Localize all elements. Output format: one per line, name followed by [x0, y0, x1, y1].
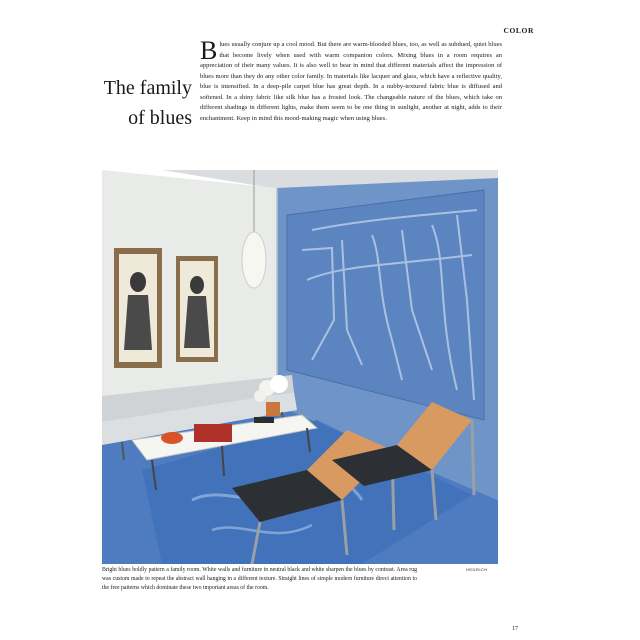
intro-text: lues usually conjure up a cool mood. But there are warm-blooded blues, too, as well as subdued, quiet blues that become lively when used with warm companion colors. Mixing blues in a room requires an appreciation of their many values. It is also well to bear in mind that different materials affect the impression of blues more than they do any other color family. In materials like lacquer and glass, which have a reflective quality, blue is intensified. In a deep-pile carpet blue has great depth. In a nubby-textured fabric blue is diffused and softened. In a shiny fabric like silk blue has a frosted look. The changeable nature of the blues, which take on different shadings in different lights, make them seem to be one thing in sunlight, another at night, adds to their enchantment. Keep in mind this mood-making magic when using blues. [200, 41, 502, 122]
flower-pot [266, 402, 280, 416]
title-line-2: of blues [128, 107, 192, 130]
drop-cap: B [200, 36, 218, 65]
page-title [100, 73, 192, 133]
title-line-1: The family [103, 77, 192, 100]
section-label: COLOR [503, 26, 534, 35]
red-box [194, 424, 232, 442]
photo-credit: HEDRICH [466, 567, 488, 572]
book [254, 417, 274, 423]
intro-paragraph [200, 36, 502, 124]
pendant-lamp [242, 232, 266, 288]
orange-bowl [161, 432, 183, 444]
room-illustration [102, 170, 498, 564]
room-photo [102, 170, 498, 564]
photo-caption: Bright blues boldly pattern a family room. White walls and furniture in neutral black and white sharpen the blues by contrast. Area rug was custom made to repeat the abstract wall hanging in a different texture. Straight lines of simple modern furniture direct attention to the free patterns which dominate these two important areas of the room. [102, 567, 417, 591]
page-number: 17 [512, 626, 518, 632]
